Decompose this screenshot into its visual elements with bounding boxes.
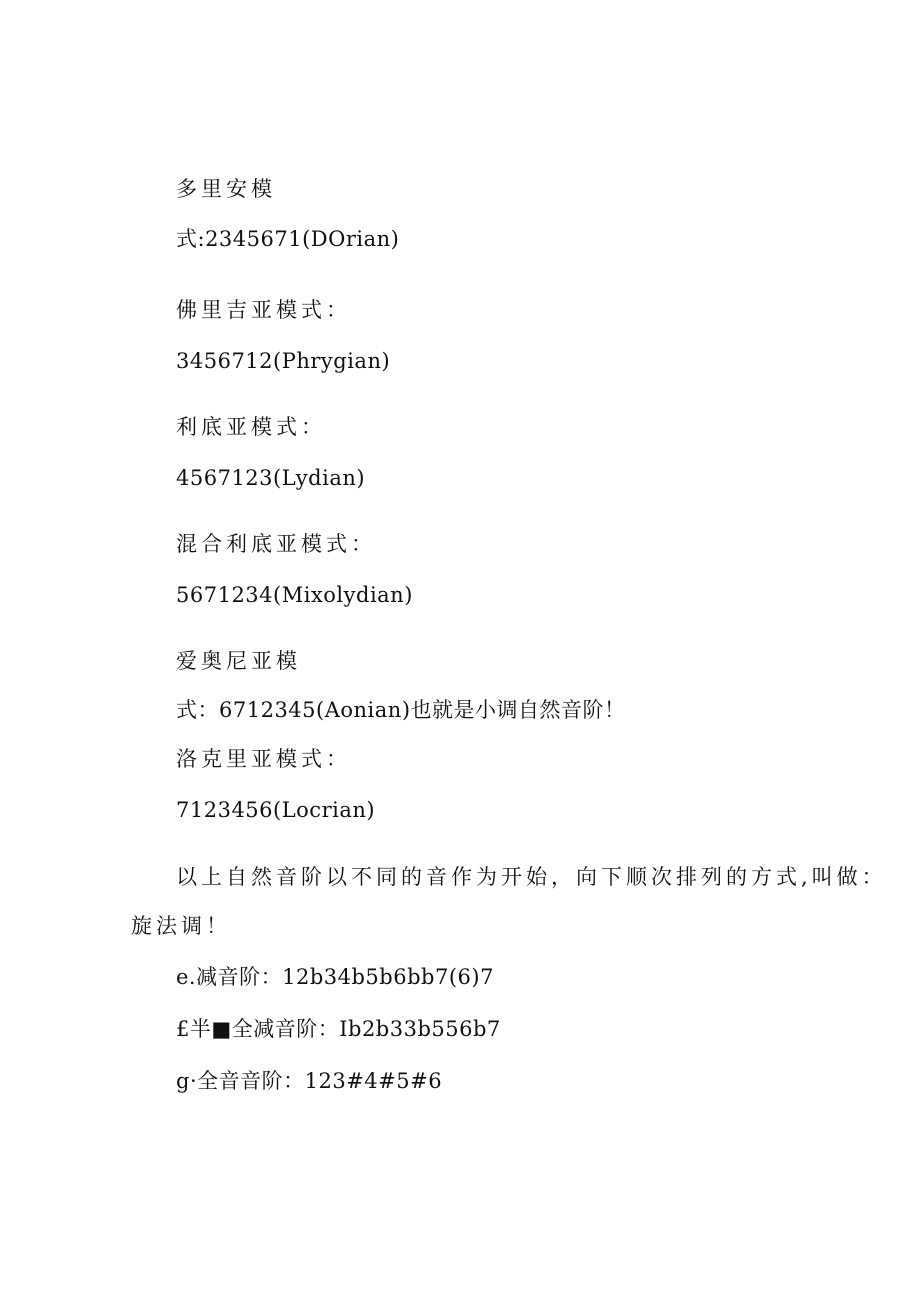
summary-paragraph-continued: 旋法调！ xyxy=(131,914,231,938)
aeolian-scale: 式：6712345(Aonian)也就是小调自然音阶！ xyxy=(176,698,626,722)
diminished-scale: e.减音阶：12b34b5b6bb7(6)7 xyxy=(176,965,494,989)
phrygian-scale: 3456712(Phrygian) xyxy=(176,349,391,373)
phrygian-heading: 佛里吉亚模式： xyxy=(176,298,351,322)
dorian-heading: 多里安模 xyxy=(176,177,276,201)
locrian-scale: 7123456(Locrian) xyxy=(176,798,376,822)
dorian-scale: 式:2345671(DOrian) xyxy=(176,227,400,251)
whole-tone-scale: g·全音音阶：123#4#5#6 xyxy=(176,1069,443,1093)
summary-paragraph: 以上自然音阶以不同的音作为开始，向下顺次排列的方式,叫做： xyxy=(176,865,887,889)
mixolydian-heading: 混合利底亚模式： xyxy=(176,532,376,556)
lydian-scale: 4567123(Lydian) xyxy=(176,466,366,490)
locrian-heading: 洛克里亚模式： xyxy=(176,747,351,771)
aeolian-heading: 爱奥尼亚模 xyxy=(176,649,301,673)
half-whole-diminished-scale: £半■全减音阶：Ib2b33b556b7 xyxy=(176,1017,501,1041)
mixolydian-scale: 5671234(Mixolydian) xyxy=(176,583,413,607)
lydian-heading: 利底亚模式： xyxy=(176,415,326,439)
